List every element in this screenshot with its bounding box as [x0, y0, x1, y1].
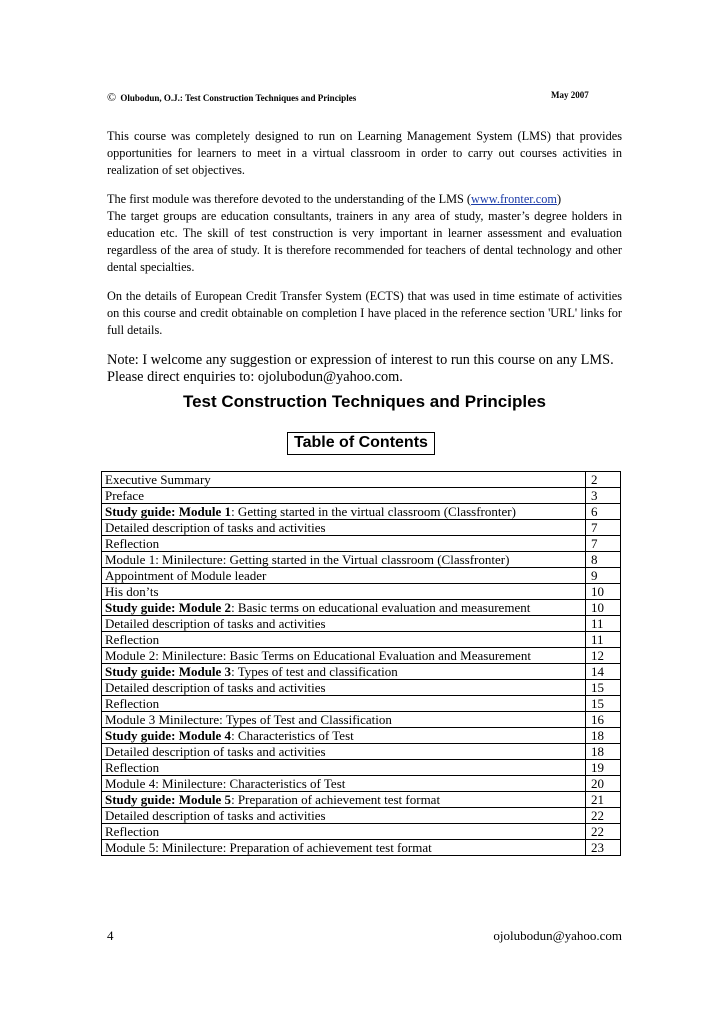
toc-entry-page: 20 — [586, 776, 621, 792]
toc-entry-page: 7 — [586, 536, 621, 552]
toc-entry-text: Reflection — [105, 536, 160, 551]
header-left — [107, 90, 356, 105]
toc-entry-text: His don’ts — [105, 584, 159, 599]
toc-entry-title — [102, 584, 586, 600]
toc-row — [102, 632, 621, 648]
toc-entry-lead: Study guide: Module 4 — [105, 728, 232, 743]
toc-entry-title — [102, 696, 586, 712]
toc-row — [102, 504, 621, 520]
toc-entry-text: Module 1: Minilecture: Getting started in the Virtual classroom (Classfronter) — [105, 552, 510, 567]
toc-entry-page: 15 — [586, 680, 621, 696]
toc-entry-page: 22 — [586, 808, 621, 824]
toc-entry-title — [102, 664, 586, 680]
toc-entry-text: Reflection — [105, 824, 160, 839]
toc-entry-title — [102, 616, 586, 632]
toc-entry-lead: Study guide: Module 5 — [105, 792, 232, 807]
document-title: Test Construction Techniques and Principles — [182, 392, 547, 411]
toc-row — [102, 824, 621, 840]
toc-entry-page: 16 — [586, 712, 621, 728]
toc-entry-title — [102, 536, 586, 552]
toc-row — [102, 744, 621, 760]
toc-entry-title — [102, 840, 586, 856]
toc-row — [102, 648, 621, 664]
toc-entry-text: : Preparation of achievement test format — [231, 792, 441, 807]
toc-entry-page: 14 — [586, 664, 621, 680]
toc-entry-text: Detailed description of tasks and activities — [105, 744, 326, 759]
toc-entry-title — [102, 712, 586, 728]
table-of-contents — [101, 471, 621, 856]
toc-entry-text: Appointment of Module leader — [105, 568, 267, 583]
page-number: 4 — [107, 928, 114, 943]
toc-heading: Table of Contents — [287, 432, 435, 455]
toc-entry-text: Preface — [105, 488, 144, 503]
toc-entry-title — [102, 776, 586, 792]
toc-entry-text: Module 3 Minilecture: Types of Test and Classification — [105, 712, 392, 727]
note-paragraph — [107, 352, 622, 387]
toc-entry-title — [102, 808, 586, 824]
toc-entry-title — [102, 728, 586, 744]
toc-row — [102, 472, 621, 488]
toc-entry-page: 12 — [586, 648, 621, 664]
fronter-link[interactable]: www.fronter.com — [471, 192, 557, 207]
toc-row — [102, 520, 621, 536]
toc-row — [102, 488, 621, 504]
toc-entry-title — [102, 552, 586, 568]
toc-entry-title — [102, 792, 586, 808]
toc-entry-title — [102, 472, 586, 488]
toc-entry-text: Detailed description of tasks and activities — [105, 808, 326, 823]
toc-entry-page: 15 — [586, 696, 621, 712]
toc-entry-text: Module 4: Minilecture: Characteristics of Test — [105, 776, 346, 791]
toc-entry-page: 7 — [586, 520, 621, 536]
toc-row — [102, 536, 621, 552]
toc-entry-title — [102, 568, 586, 584]
toc-entry-title — [102, 824, 586, 840]
toc-entry-page: 9 — [586, 568, 621, 584]
toc-entry-page: 11 — [586, 632, 621, 648]
toc-entry-page: 8 — [586, 552, 621, 568]
toc-entry-title — [102, 504, 586, 520]
toc-entry-lead: Study guide: Module 3 — [105, 664, 232, 679]
toc-row — [102, 808, 621, 824]
toc-row — [102, 584, 621, 600]
toc-row — [102, 776, 621, 792]
note-line-2: Please direct enquiries to: ojolubodun@yahoo.com. — [107, 369, 403, 386]
toc-entry-page: 6 — [586, 504, 621, 520]
toc-entry-text: Detailed description of tasks and activities — [105, 616, 326, 631]
toc-row — [102, 696, 621, 712]
intro-paragraph-3: On the details of European Credit Transfer System (ECTS) that was used in time estimate of activities on this course and credit obtainable on completion I have placed in the reference section 'URL' links for full details. — [107, 289, 622, 337]
toc-entry-title — [102, 488, 586, 504]
toc-entry-text: Reflection — [105, 632, 160, 647]
toc-row — [102, 568, 621, 584]
toc-row — [102, 840, 621, 856]
toc-entry-title — [102, 600, 586, 616]
toc-entry-text: : Characteristics of Test — [231, 728, 354, 743]
toc-entry-page: 10 — [586, 584, 621, 600]
intro-p2-after-link: ) — [556, 192, 562, 207]
toc-entry-text: : Basic terms on educational evaluation and measurement — [231, 600, 531, 615]
note-line-1: Note: I welcome any suggestion or expression of interest to run this course on any LMS. — [107, 351, 614, 368]
intro-paragraph-2 — [107, 191, 622, 275]
toc-entry-page: 23 — [586, 840, 621, 856]
toc-row — [102, 728, 621, 744]
toc-body — [102, 472, 621, 856]
toc-entry-text: Detailed description of tasks and activities — [105, 520, 326, 535]
intro-p2-before-link: The first module was therefore devoted to the understanding of the LMS ( — [107, 192, 472, 207]
toc-row — [102, 600, 621, 616]
toc-entry-title — [102, 760, 586, 776]
footer-email: ojolubodun@yahoo.com — [493, 928, 622, 943]
toc-row — [102, 616, 621, 632]
toc-entry-text: Detailed description of tasks and activities — [105, 680, 326, 695]
copyright-symbol: © — [107, 90, 117, 104]
toc-entry-title — [102, 680, 586, 696]
toc-entry-lead: Study guide: Module 2 — [105, 600, 232, 615]
toc-entry-title — [102, 632, 586, 648]
toc-entry-lead: Study guide: Module 1 — [105, 504, 232, 519]
toc-row — [102, 760, 621, 776]
toc-entry-page: 3 — [586, 488, 621, 504]
toc-entry-text: Module 5: Minilecture: Preparation of achievement test format — [105, 840, 432, 855]
toc-row — [102, 712, 621, 728]
toc-row — [102, 680, 621, 696]
toc-entry-page: 19 — [586, 760, 621, 776]
toc-entry-text: Reflection — [105, 760, 160, 775]
toc-entry-text: Module 2: Minilecture: Basic Terms on Educational Evaluation and Measurement — [105, 648, 531, 663]
intro-p2-rest: The target groups are education consultants, trainers in any area of study, master’s degree holders in education etc. The skill of test construction is very important in learner assessment and evaluation regardless of the area of study. It is therefore recommended for teachers of dental technology and other dental specialties. — [107, 209, 622, 274]
toc-row — [102, 552, 621, 568]
toc-entry-text: : Getting started in the virtual classroom (Classfronter) — [231, 504, 516, 519]
toc-entry-page: 18 — [586, 728, 621, 744]
toc-heading-wrap — [287, 432, 435, 455]
header-citation: Olubodun, O.J.: Test Construction Techniques and Principles — [120, 93, 357, 103]
intro-section — [107, 128, 622, 400]
toc-entry-page: 22 — [586, 824, 621, 840]
toc-entry-page: 21 — [586, 792, 621, 808]
toc-entry-page: 11 — [586, 616, 621, 632]
toc-entry-page: 10 — [586, 600, 621, 616]
toc-entry-text: Executive Summary — [105, 472, 211, 487]
toc-row — [102, 664, 621, 680]
toc-entry-text: : Types of test and classification — [231, 664, 398, 679]
toc-entry-title — [102, 744, 586, 760]
toc-entry-text: Reflection — [105, 696, 160, 711]
toc-entry-page: 2 — [586, 472, 621, 488]
intro-paragraph-1: This course was completely designed to run on Learning Management System (LMS) that provides opportunities for learners to meet in a virtual classroom in order to carry out courses activities in realization of set objectives. — [107, 129, 622, 177]
toc-row — [102, 792, 621, 808]
toc-entry-page: 18 — [586, 744, 621, 760]
header-date: May 2007 — [551, 90, 589, 100]
toc-entry-title — [102, 648, 586, 664]
toc-entry-title — [102, 520, 586, 536]
